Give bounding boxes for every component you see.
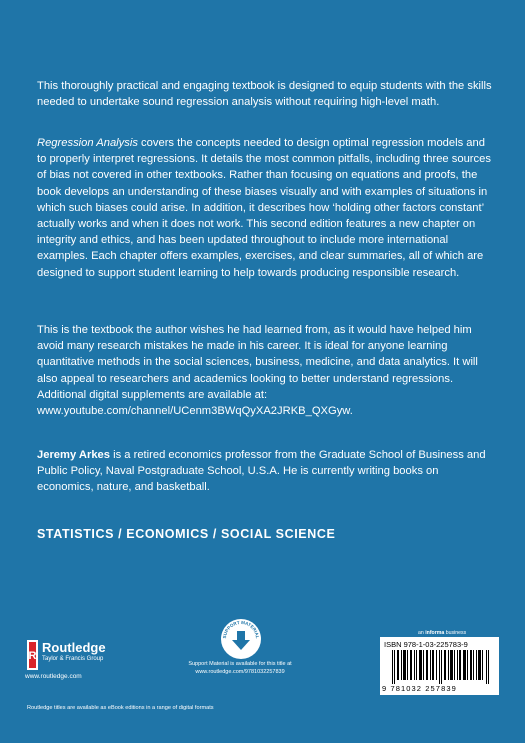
support-material-icon — [220, 618, 262, 660]
description-paragraph-2-text: covers the concepts needed to design optimal regression models and to properly interpret regressions. It details the most common pitfalls, including three sources of bias not covered in other textbooks. Rather than focusing on equations and proofs, the book develops an understanding of these biases visually and with examples of situations in which such biases could arise. In addition, it describes how ‘holding other factors constant’ actually works and when it does not work. This second edition features a new chapter on integrity and ethics, and has been updated throughout to include more international examples. Each chapter offers examples, exercises, and clear summaries, all of which are designed to support student learning to help towards producing responsible research. — [37, 137, 491, 279]
author-bio-text: is a retired economics professor from the Graduate School of Business and Public Policy, Naval Postgraduate School, U.S.A. He is currently writing books on economics, nature, and basketball. — [37, 449, 486, 494]
description-paragraph-1: This thoroughly practical and engaging textbook is designed to equip students with the skills needed to undertake sound regression analysis without requiring high-level math. — [37, 80, 492, 109]
informa-suffix: business — [444, 630, 467, 636]
svg-text:R: R — [28, 650, 37, 662]
book-title-italic: Regression Analysis — [37, 137, 138, 149]
support-material-note — [170, 660, 310, 676]
description-paragraph-2 — [37, 135, 492, 281]
informa-brand: informa — [425, 630, 445, 636]
support-badge-text: SUPPORT MATERIAL — [221, 619, 261, 639]
barcode-digits: 9 781032 257839 — [382, 684, 457, 693]
author-bio — [37, 447, 492, 496]
support-line-2: www.routledge.com/9781032257839 — [195, 669, 285, 675]
routledge-url: www.routledge.com — [25, 673, 82, 680]
author-name: Jeremy Arkes — [37, 449, 110, 461]
taylor-francis-group: Taylor & Francis Group — [42, 656, 104, 662]
barcode-image — [392, 650, 492, 684]
routledge-logo-icon — [27, 640, 38, 670]
description-paragraph-3: This is the textbook the author wishes he had learned from, as it would have helped him avoid many research mistakes he made in his career. It is ideal for anyone learning quantitative methods in the social sciences, business, medicine, and data analytics. It will also appeal to researchers and academics looking to better understand regressions. Additional digital supplements are available at: www.youtube.com/channel/UCenm3BWqQyXA2JRKB_QXGyw. — [37, 324, 478, 418]
isbn-number: ISBN 978-1-03-225783-9 — [384, 640, 468, 649]
routledge-name: Routledge — [42, 640, 106, 655]
routledge-logo — [27, 640, 117, 682]
ebook-note: Routledge titles are available as eBook editions in a range of digital formats — [27, 705, 214, 711]
subject-categories: STATISTICS / ECONOMICS / SOCIAL SCIENCE — [37, 527, 336, 541]
informa-prefix: an — [418, 630, 426, 636]
isbn-barcode-box — [380, 637, 499, 695]
informa-business-note — [418, 630, 466, 636]
support-line-1: Support Material is available for this title at — [188, 661, 292, 667]
